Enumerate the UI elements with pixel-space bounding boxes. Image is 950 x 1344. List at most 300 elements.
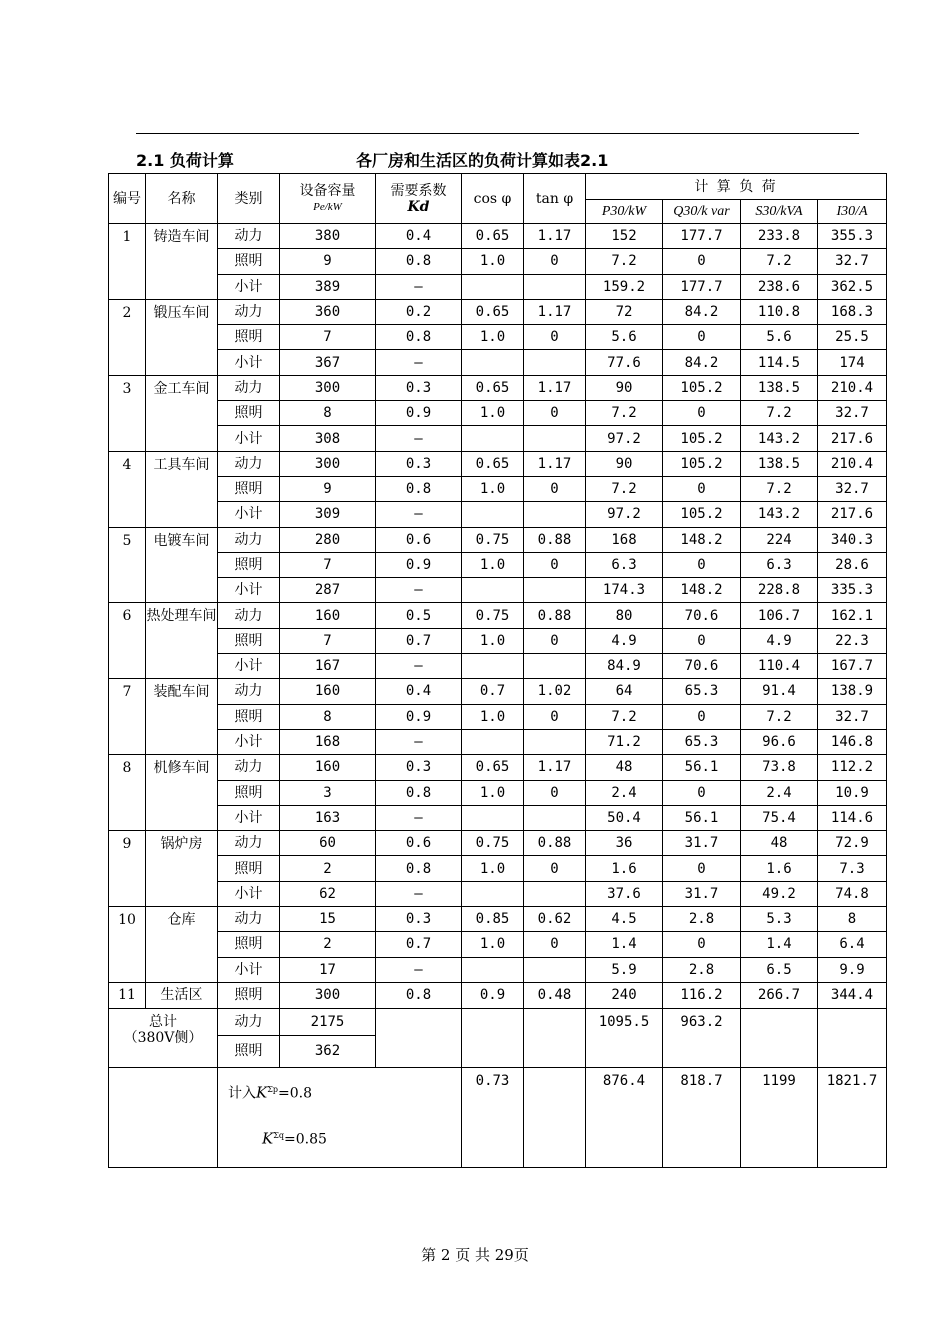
cell-p: 7.2 — [586, 704, 663, 729]
cell-p: 1.4 — [586, 932, 663, 957]
cell-q: 2.8 — [663, 907, 741, 932]
cell-kd: — — [376, 274, 462, 299]
cell-pe: 60 — [280, 831, 376, 856]
cell-s: 138.5 — [741, 375, 818, 400]
cell-s: 73.8 — [741, 755, 818, 780]
cell-cos — [462, 350, 524, 375]
cell-kd: 0.7 — [376, 628, 462, 653]
cell-cos — [462, 957, 524, 982]
cell-kd: 0.9 — [376, 552, 462, 577]
cell-s: 114.5 — [741, 350, 818, 375]
cell-p: 64 — [586, 679, 663, 704]
cell-kd: — — [376, 881, 462, 906]
total-empty-kd — [376, 1008, 462, 1067]
cell-q: 56.1 — [663, 755, 741, 780]
cell-pe: 287 — [280, 578, 376, 603]
total-label-text: 总计 — [149, 1013, 177, 1030]
cell-i: 210.4 — [818, 451, 887, 476]
workshop-name: 热处理车间 — [146, 603, 218, 679]
table-row — [109, 578, 887, 603]
cell-i: 22.3 — [818, 628, 887, 653]
cell-i: 74.8 — [818, 881, 887, 906]
table-row — [109, 502, 887, 527]
cell-q: 31.7 — [663, 831, 741, 856]
table-row — [109, 957, 887, 982]
cell-p: 77.6 — [586, 350, 663, 375]
cell-cos: 0.65 — [462, 755, 524, 780]
cell-tan: 1.02 — [524, 679, 586, 704]
cell-kd: — — [376, 426, 462, 451]
cell-i: 174 — [818, 350, 887, 375]
cell-kd: 0.3 — [376, 375, 462, 400]
cell-kd: 0.9 — [376, 704, 462, 729]
cell-q: 0 — [663, 401, 741, 426]
cell-p: 80 — [586, 603, 663, 628]
cell-i: 162.1 — [818, 603, 887, 628]
cell-i: 146.8 — [818, 729, 887, 754]
total-empty-s — [741, 1008, 818, 1067]
cell-s: 4.9 — [741, 628, 818, 653]
cell-pe: 8 — [280, 401, 376, 426]
cell-q: 2.8 — [663, 957, 741, 982]
cell-pe: 309 — [280, 502, 376, 527]
cell-cos: 1.0 — [462, 249, 524, 274]
workshop-name: 生活区 — [146, 982, 218, 1008]
total-result-row — [109, 1067, 887, 1167]
table-row — [109, 274, 887, 299]
row-type: 照明 — [218, 704, 280, 729]
table-row — [109, 325, 887, 350]
cell-s: 7.2 — [741, 704, 818, 729]
cell-cos: 0.75 — [462, 527, 524, 552]
cell-cos: 0.85 — [462, 907, 524, 932]
cell-cos: 1.0 — [462, 325, 524, 350]
row-type: 小计 — [218, 502, 280, 527]
cell-tan: 0 — [524, 932, 586, 957]
col-header-cos: cos φ — [462, 174, 524, 224]
cell-i: 32.7 — [818, 249, 887, 274]
row-type: 照明 — [218, 982, 280, 1008]
row-type: 照明 — [218, 856, 280, 881]
row-type: 小计 — [218, 654, 280, 679]
total-p-sum: 1095.5 — [586, 1008, 663, 1067]
total-q-sum: 963.2 — [663, 1008, 741, 1067]
cell-kd: 0.9 — [376, 401, 462, 426]
cell-pe: 3 — [280, 780, 376, 805]
cell-s: 138.5 — [741, 451, 818, 476]
cell-tan: 0 — [524, 856, 586, 881]
table-row — [109, 249, 887, 274]
cell-i: 114.6 — [818, 805, 887, 830]
cell-kd: 0.8 — [376, 476, 462, 501]
workshop-name: 装配车间 — [146, 679, 218, 755]
cell-p: 4.9 — [586, 628, 663, 653]
cell-tan — [524, 957, 586, 982]
cell-cos — [462, 881, 524, 906]
table-row — [109, 552, 887, 577]
cell-tan: 0.88 — [524, 603, 586, 628]
workshop-name: 工具车间 — [146, 451, 218, 527]
row-number: 9 — [109, 831, 146, 907]
cell-pe: 2 — [280, 932, 376, 957]
cell-i: 32.7 — [818, 401, 887, 426]
table-row — [109, 704, 887, 729]
cell-tan: 1.17 — [524, 375, 586, 400]
row-type: 动力 — [218, 831, 280, 856]
cell-i: 167.7 — [818, 654, 887, 679]
cell-tan: 0.48 — [524, 982, 586, 1008]
cell-s: 110.8 — [741, 299, 818, 324]
cell-q: 177.7 — [663, 274, 741, 299]
table-row — [109, 907, 887, 932]
total-p30: 876.4 — [586, 1067, 663, 1167]
col-header-q30: Q30/k var — [663, 200, 741, 224]
cell-kd: 0.8 — [376, 780, 462, 805]
cell-i: 344.4 — [818, 982, 887, 1008]
workshop-name: 锅炉房 — [146, 831, 218, 907]
row-type: 动力 — [218, 755, 280, 780]
total-power-pe: 2175 — [280, 1008, 376, 1035]
cell-pe: 167 — [280, 654, 376, 679]
row-type: 动力 — [218, 224, 280, 249]
cell-pe: 160 — [280, 679, 376, 704]
cell-tan: 1.17 — [524, 755, 586, 780]
cell-kd: — — [376, 350, 462, 375]
cell-tan — [524, 881, 586, 906]
section-title: 负荷计算 — [169, 151, 234, 170]
cell-i: 138.9 — [818, 679, 887, 704]
row-type: 动力 — [218, 679, 280, 704]
row-type: 小计 — [218, 881, 280, 906]
cell-i: 335.3 — [818, 578, 887, 603]
cell-kd: — — [376, 502, 462, 527]
table-row — [109, 856, 887, 881]
cell-q: 0 — [663, 552, 741, 577]
row-number: 4 — [109, 451, 146, 527]
row-type: 小计 — [218, 805, 280, 830]
cell-q: 0 — [663, 704, 741, 729]
cell-kd: 0.6 — [376, 527, 462, 552]
cell-s: 96.6 — [741, 729, 818, 754]
cell-q: 148.2 — [663, 578, 741, 603]
cell-kd: 0.8 — [376, 249, 462, 274]
cell-pe: 7 — [280, 628, 376, 653]
cell-q: 0 — [663, 249, 741, 274]
cell-cos — [462, 805, 524, 830]
cell-tan — [524, 502, 586, 527]
cell-tan: 0 — [524, 325, 586, 350]
cell-s: 110.4 — [741, 654, 818, 679]
cell-cos: 0.9 — [462, 982, 524, 1008]
col-header-p30: P30/kW — [586, 200, 663, 224]
cell-pe: 160 — [280, 755, 376, 780]
cell-tan — [524, 578, 586, 603]
cell-s: 2.4 — [741, 780, 818, 805]
cell-p: 36 — [586, 831, 663, 856]
cell-p: 240 — [586, 982, 663, 1008]
cell-kd: 0.3 — [376, 755, 462, 780]
cell-i: 210.4 — [818, 375, 887, 400]
kp-note: 计入$K^{\Sigma p}=0.8$ — [228, 1083, 312, 1102]
cell-s: 224 — [741, 527, 818, 552]
table-row — [109, 375, 887, 400]
cell-tan: 0.88 — [524, 831, 586, 856]
cell-q: 0 — [663, 856, 741, 881]
total-empty-cos — [462, 1008, 524, 1067]
header-rule — [136, 133, 859, 134]
table-row — [109, 527, 887, 552]
table-row — [109, 299, 887, 324]
cell-i: 7.3 — [818, 856, 887, 881]
workshop-name: 锻压车间 — [146, 299, 218, 375]
cell-q: 65.3 — [663, 679, 741, 704]
row-number: 5 — [109, 527, 146, 603]
table-caption: 各厂房和生活区的负荷计算如表2.1 — [356, 151, 609, 170]
row-type: 小计 — [218, 578, 280, 603]
cell-cos — [462, 502, 524, 527]
total-row — [109, 1008, 887, 1035]
cell-tan — [524, 805, 586, 830]
total-blank — [109, 1067, 218, 1167]
cell-q: 0 — [663, 628, 741, 653]
cell-tan: 0 — [524, 628, 586, 653]
workshop-name: 仓库 — [146, 907, 218, 983]
cell-i: 217.6 — [818, 426, 887, 451]
cell-tan — [524, 274, 586, 299]
cell-s: 238.6 — [741, 274, 818, 299]
cell-pe: 62 — [280, 881, 376, 906]
cell-p: 50.4 — [586, 805, 663, 830]
workshop-name: 电镀车间 — [146, 527, 218, 603]
cell-q: 56.1 — [663, 805, 741, 830]
cell-s: 7.2 — [741, 249, 818, 274]
table-row — [109, 982, 887, 1008]
cell-i: 168.3 — [818, 299, 887, 324]
cell-cos: 0.65 — [462, 451, 524, 476]
row-number: 2 — [109, 299, 146, 375]
cell-s: 106.7 — [741, 603, 818, 628]
table-row — [109, 350, 887, 375]
cell-q: 84.2 — [663, 299, 741, 324]
cell-q: 84.2 — [663, 350, 741, 375]
row-type: 动力 — [218, 527, 280, 552]
cell-i: 10.9 — [818, 780, 887, 805]
cell-cos — [462, 578, 524, 603]
cell-pe: 2 — [280, 856, 376, 881]
cell-kd: — — [376, 957, 462, 982]
row-type: 动力 — [218, 603, 280, 628]
cell-pe: 17 — [280, 957, 376, 982]
header-row-1 — [109, 174, 887, 200]
cell-tan: 1.17 — [524, 451, 586, 476]
cell-cos: 0.65 — [462, 224, 524, 249]
cell-pe: 163 — [280, 805, 376, 830]
cell-pe: 380 — [280, 224, 376, 249]
cell-q: 148.2 — [663, 527, 741, 552]
cell-kd: 0.8 — [376, 856, 462, 881]
cell-i: 6.4 — [818, 932, 887, 957]
cell-s: 7.2 — [741, 476, 818, 501]
cell-cos: 1.0 — [462, 780, 524, 805]
row-number: 1 — [109, 224, 146, 300]
cell-s: 5.3 — [741, 907, 818, 932]
cell-kd: 0.6 — [376, 831, 462, 856]
cell-cos — [462, 274, 524, 299]
table-row — [109, 932, 887, 957]
total-i30: 1821.7 — [818, 1067, 887, 1167]
total-cos: 0.73 — [462, 1067, 524, 1167]
cell-s: 6.5 — [741, 957, 818, 982]
load-calculation-table — [108, 173, 887, 1168]
cell-s: 6.3 — [741, 552, 818, 577]
table-row — [109, 224, 887, 249]
table-row — [109, 755, 887, 780]
cell-pe: 7 — [280, 552, 376, 577]
cell-kd: 0.7 — [376, 932, 462, 957]
cell-p: 71.2 — [586, 729, 663, 754]
cell-p: 7.2 — [586, 401, 663, 426]
cell-cos: 0.75 — [462, 831, 524, 856]
row-type: 动力 — [218, 299, 280, 324]
cell-pe: 168 — [280, 729, 376, 754]
cell-kd: 0.3 — [376, 451, 462, 476]
cell-tan: 0 — [524, 476, 586, 501]
cell-cos — [462, 729, 524, 754]
cell-pe: 9 — [280, 476, 376, 501]
cell-p: 159.2 — [586, 274, 663, 299]
cell-cos: 1.0 — [462, 552, 524, 577]
cell-cos: 1.0 — [462, 932, 524, 957]
col-header-capacity: 设备容量 Pe/kW — [280, 174, 376, 224]
cell-cos: 0.65 — [462, 375, 524, 400]
row-type: 小计 — [218, 729, 280, 754]
cell-i: 355.3 — [818, 224, 887, 249]
cell-q: 105.2 — [663, 426, 741, 451]
row-type: 照明 — [218, 325, 280, 350]
cell-pe: 300 — [280, 451, 376, 476]
table-row — [109, 780, 887, 805]
cell-p: 152 — [586, 224, 663, 249]
cell-i: 32.7 — [818, 476, 887, 501]
cell-p: 90 — [586, 375, 663, 400]
workshop-name: 机修车间 — [146, 755, 218, 831]
cell-cos: 1.0 — [462, 704, 524, 729]
cell-s: 75.4 — [741, 805, 818, 830]
cell-tan: 0.88 — [524, 527, 586, 552]
cell-tan: 0 — [524, 780, 586, 805]
cell-s: 49.2 — [741, 881, 818, 906]
cell-tan: 0 — [524, 704, 586, 729]
cell-i: 340.3 — [818, 527, 887, 552]
row-type: 照明 — [218, 476, 280, 501]
row-type: 照明 — [218, 932, 280, 957]
cell-p: 97.2 — [586, 502, 663, 527]
cell-pe: 280 — [280, 527, 376, 552]
cell-q: 0 — [663, 932, 741, 957]
cell-kd: 0.2 — [376, 299, 462, 324]
cell-tan: 0.62 — [524, 907, 586, 932]
row-type: 动力 — [218, 907, 280, 932]
cell-cos: 1.0 — [462, 628, 524, 653]
cell-kd: 0.4 — [376, 679, 462, 704]
cell-kd: — — [376, 654, 462, 679]
page-footer: 第 2 页 共 29页 — [421, 1246, 529, 1264]
kq-note: $K^{\Sigma q}=0.85$ — [262, 1129, 327, 1148]
col-header-i30: I30/A — [818, 200, 887, 224]
row-type: 照明 — [218, 249, 280, 274]
cell-pe: 300 — [280, 982, 376, 1008]
cell-q: 105.2 — [663, 375, 741, 400]
cell-p: 174.3 — [586, 578, 663, 603]
table-row — [109, 729, 887, 754]
cell-s: 1.4 — [741, 932, 818, 957]
row-type: 动力 — [218, 375, 280, 400]
row-type: 照明 — [218, 552, 280, 577]
cell-q: 31.7 — [663, 881, 741, 906]
cell-i: 112.2 — [818, 755, 887, 780]
total-sublabel: （380V侧） — [123, 1029, 203, 1046]
cell-p: 7.2 — [586, 249, 663, 274]
cell-q: 65.3 — [663, 729, 741, 754]
cell-p: 7.2 — [586, 476, 663, 501]
cell-q: 0 — [663, 476, 741, 501]
cell-kd: 0.8 — [376, 982, 462, 1008]
table-row — [109, 426, 887, 451]
row-type: 小计 — [218, 426, 280, 451]
total-empty-i — [818, 1008, 887, 1067]
table-row — [109, 881, 887, 906]
cell-p: 1.6 — [586, 856, 663, 881]
cell-i: 8 — [818, 907, 887, 932]
cell-kd: — — [376, 805, 462, 830]
cell-q: 0 — [663, 780, 741, 805]
row-number: 8 — [109, 755, 146, 831]
cell-q: 116.2 — [663, 982, 741, 1008]
table-row — [109, 805, 887, 830]
cell-tan — [524, 729, 586, 754]
cell-tan: 1.17 — [524, 224, 586, 249]
table-row — [109, 603, 887, 628]
col-header-type: 类别 — [218, 174, 280, 224]
cell-kd: — — [376, 729, 462, 754]
row-type: 小计 — [218, 350, 280, 375]
cell-s: 91.4 — [741, 679, 818, 704]
cell-s: 266.7 — [741, 982, 818, 1008]
cell-s: 7.2 — [741, 401, 818, 426]
cell-p: 97.2 — [586, 426, 663, 451]
total-empty-tan2 — [524, 1067, 586, 1167]
cell-tan: 0 — [524, 401, 586, 426]
cell-tan: 0 — [524, 249, 586, 274]
col-header-s30: S30/kVA — [741, 200, 818, 224]
col-header-calc-load: 计 算 负 荷 — [586, 174, 887, 200]
cell-p: 48 — [586, 755, 663, 780]
table-row — [109, 654, 887, 679]
cell-s: 48 — [741, 831, 818, 856]
col-header-no: 编号 — [109, 174, 146, 224]
cell-s: 233.8 — [741, 224, 818, 249]
cell-p: 4.5 — [586, 907, 663, 932]
k-coefficients — [218, 1067, 462, 1167]
table-row — [109, 679, 887, 704]
col-header-kd: 需要系数 Kd — [376, 174, 462, 224]
row-number: 7 — [109, 679, 146, 755]
cell-q: 105.2 — [663, 451, 741, 476]
cell-p: 37.6 — [586, 881, 663, 906]
cell-p: 2.4 — [586, 780, 663, 805]
cell-cos: 0.7 — [462, 679, 524, 704]
cell-s: 5.6 — [741, 325, 818, 350]
